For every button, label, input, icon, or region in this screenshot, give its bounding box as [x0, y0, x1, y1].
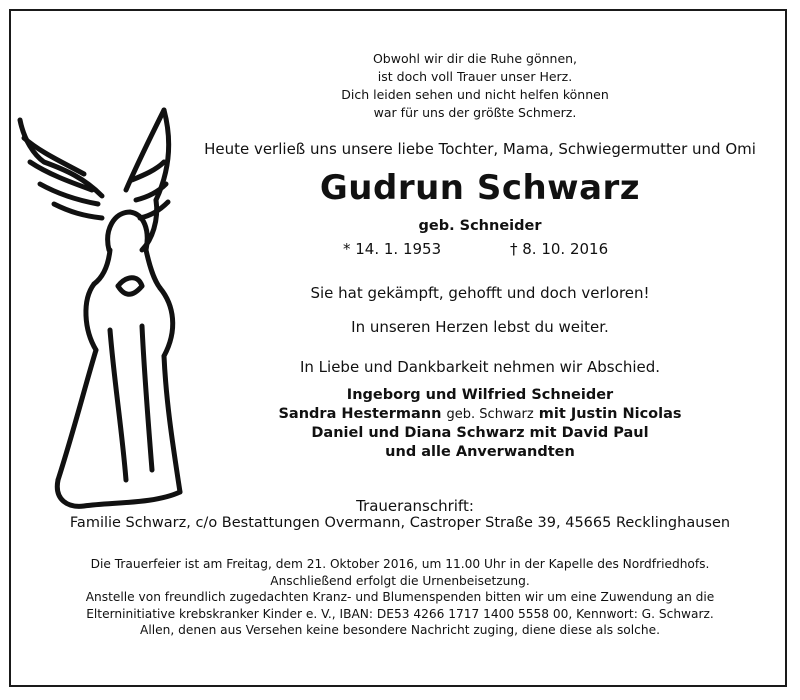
mourner-line	[230, 405, 730, 425]
birth-date: * 14. 1. 1953	[343, 240, 442, 258]
farewell-line: In unseren Herzen lebst du weiter.	[351, 318, 609, 336]
mourner-birth-name: geb. Schwarz	[446, 406, 534, 422]
address-text: Familie Schwarz, c/o Bestattungen Overmann, Castroper Straße 39, 45665 Recklinghausen	[69, 515, 731, 531]
farewell-line: In Liebe und Dankbarkeit nehmen wir Abschied.	[299, 358, 661, 376]
mourner-line: und alle Anverwandten	[385, 443, 575, 460]
mourner-name: Sandra Hestermann	[278, 405, 442, 422]
birth-name: geb. Schneider	[418, 218, 542, 234]
mourner-line: Daniel und Diana Schwarz mit David Paul	[311, 425, 649, 441]
death-date: † 8. 10. 2016	[510, 240, 609, 258]
mourners-list	[230, 386, 730, 461]
intro-text: Heute verließ uns unsere liebe Tochter, Mama, Schwiegermutter und Omi	[204, 140, 756, 158]
poem-line: Obwohl wir dir die Ruhe gönnen,	[372, 51, 578, 66]
poem-line: ist doch voll Trauer unser Herz.	[377, 69, 573, 84]
note-line: Anstelle von freundlich zugedachten Kranz- und Blumenspenden bitten wir um eine Zuwendung an die	[85, 590, 715, 604]
poem-line: war für uns der größte Schmerz.	[373, 105, 577, 120]
note-line: Anschließend erfolgt die Urnenbeisetzung.	[270, 573, 530, 588]
note-line: Die Trauerfeier ist am Freitag, dem 21. Oktober 2016, um 11.00 Uhr in der Kapelle des Nordfriedhofs.	[90, 557, 710, 571]
poem-line: Dich leiden sehen und nicht helfen können	[341, 87, 609, 102]
note-line: Elterninitiative krebskranker Kinder e. V., IBAN: DE53 4266 1717 1400 5558 00, Kennwort: G. Schwarz.	[86, 606, 714, 621]
memorial-poem	[270, 50, 680, 122]
ceremony-notes	[30, 556, 770, 639]
farewell-line: Sie hat gekämpft, gehofft und doch verloren!	[310, 284, 650, 302]
deceased-name: Gudrun Schwarz	[319, 168, 641, 208]
note-line: Allen, denen aus Versehen keine besondere Nachricht zuging, diene diese als solche.	[140, 623, 660, 637]
mourner-line: Ingeborg und Wilfried Schneider	[346, 387, 614, 403]
address-label: Traueranschrift:	[356, 497, 474, 515]
angel-illustration	[14, 100, 189, 530]
mourner-companion: mit Justin Nicolas	[538, 405, 682, 422]
